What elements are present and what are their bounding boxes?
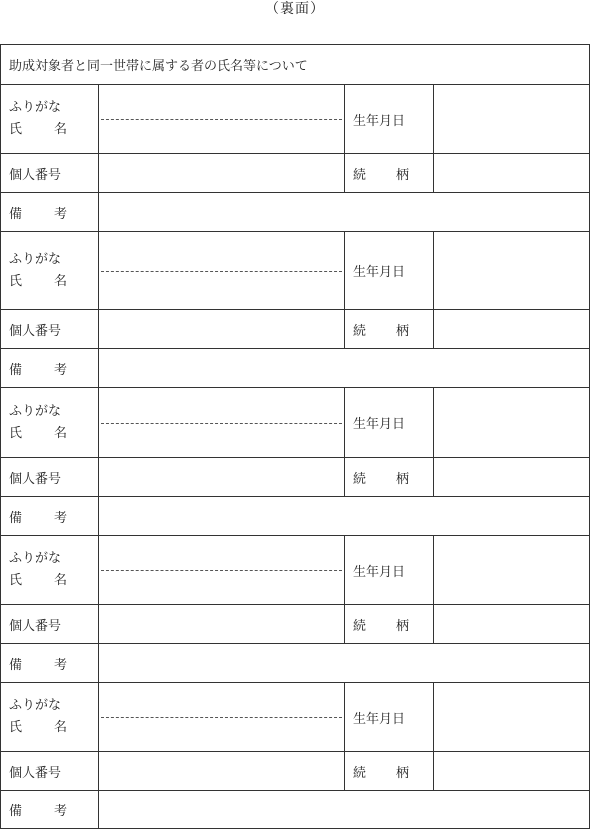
furigana-label: ふりがな [9,698,62,713]
my-number-label: 個人番号 [1,458,99,497]
member-3-relation-field[interactable] [434,458,590,497]
furigana-label: ふりがな [9,551,62,566]
member-3-my-number-field[interactable] [99,458,345,497]
member-5-remarks-row [1,791,590,829]
member-1-name-field[interactable] [99,85,345,154]
remarks-label: 備 考 [1,497,99,536]
member-1-name-row [1,85,590,154]
member-1-remarks-row [1,193,590,232]
member-1-relation-field[interactable] [434,154,590,193]
birthdate-label: 生年月日 [345,388,434,458]
remarks-label: 備 考 [1,791,99,829]
member-5-my-number-field[interactable] [99,752,345,791]
birthdate-label: 生年月日 [345,85,434,154]
furigana-name-label [1,536,99,605]
furigana-divider [101,717,342,718]
member-2-relation-field[interactable] [434,310,590,349]
relation-label: 続 柄 [345,458,434,497]
my-number-label: 個人番号 [1,154,99,193]
member-5-name-field[interactable] [99,683,345,752]
remarks-label: 備 考 [1,644,99,683]
furigana-label: ふりがな [9,100,62,115]
page-title: （裏面） [265,1,325,17]
relation-label: 続 柄 [345,154,434,193]
member-2-name-row [1,232,590,310]
member-2-remarks-field[interactable] [99,349,590,388]
furigana-label: ふりがな [9,403,62,419]
birthdate-label: 生年月日 [345,536,434,605]
member-4-name-row [1,536,590,605]
member-1-remarks-field[interactable] [99,193,590,232]
name-label: 氏 名 [9,720,67,735]
furigana-divider [101,119,342,120]
relation-label: 続 柄 [345,752,434,791]
my-number-label: 個人番号 [1,310,99,349]
member-4-relation-field[interactable] [434,605,590,644]
member-5-relation-field[interactable] [434,752,590,791]
furigana-name-label [1,85,99,154]
member-1-birthdate-field[interactable] [434,85,590,154]
name-label: 氏 名 [9,122,67,137]
member-4-remarks-row [1,644,590,683]
name-label: 氏 名 [9,573,67,588]
member-5-number-row [1,752,590,791]
furigana-name-label [1,683,99,752]
member-3-name-row [1,388,590,458]
relation-label: 続 柄 [345,605,434,644]
name-label: 氏 名 [9,273,67,289]
member-2-birthdate-field[interactable] [434,232,590,310]
member-1-my-number-field[interactable] [99,154,345,193]
member-3-name-field[interactable] [99,388,345,458]
member-4-birthdate-field[interactable] [434,536,590,605]
birthdate-label: 生年月日 [345,232,434,310]
member-4-my-number-field[interactable] [99,605,345,644]
member-5-name-row [1,683,590,752]
relation-label: 続 柄 [345,310,434,349]
member-2-number-row [1,310,590,349]
my-number-label: 個人番号 [1,752,99,791]
household-members-table [0,44,590,829]
furigana-name-label [1,232,99,310]
member-5-birthdate-field[interactable] [434,683,590,752]
member-4-number-row [1,605,590,644]
member-3-birthdate-field[interactable] [434,388,590,458]
furigana-divider [101,423,342,424]
member-2-my-number-field[interactable] [99,310,345,349]
birthdate-label: 生年月日 [345,683,434,752]
member-1-number-row [1,154,590,193]
remarks-label: 備 考 [1,193,99,232]
member-4-name-field[interactable] [99,536,345,605]
member-2-name-field[interactable] [99,232,345,310]
member-3-remarks-row [1,497,590,536]
member-3-remarks-field[interactable] [99,497,590,536]
furigana-name-label [1,388,99,458]
remarks-label: 備 考 [1,349,99,388]
member-2-remarks-row [1,349,590,388]
member-3-number-row [1,458,590,497]
name-label: 氏 名 [9,425,67,441]
member-5-remarks-field[interactable] [99,791,590,829]
furigana-divider [101,570,342,571]
my-number-label: 個人番号 [1,605,99,644]
member-4-remarks-field[interactable] [99,644,590,683]
table-header: 助成対象者と同一世帯に属する者の氏名等について [1,45,590,85]
furigana-label: ふりがな [9,251,62,267]
furigana-divider [101,271,342,272]
